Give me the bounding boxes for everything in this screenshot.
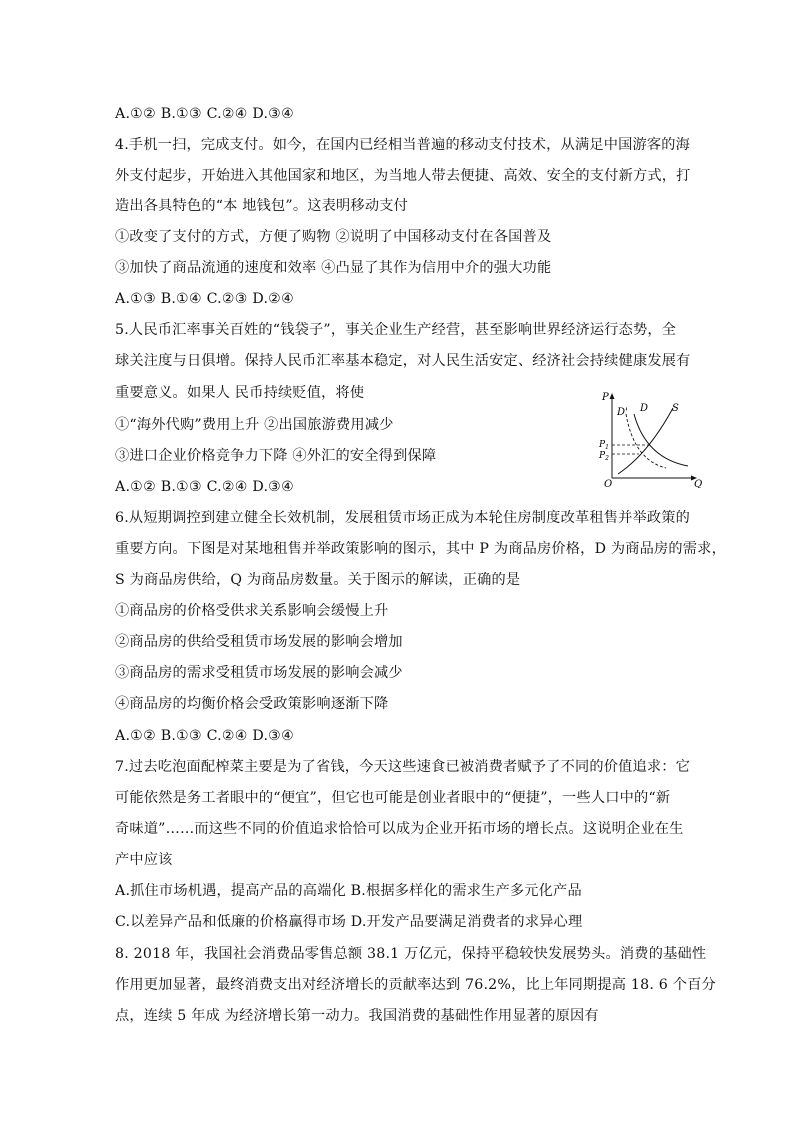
- q5-statements-1-2: ①“海外代购”费用上升 ②出国旅游费用减少: [115, 417, 394, 433]
- label-d-prime: D': [617, 407, 628, 418]
- q7-stem-line1: 7.过去吃泡面配榨菜主要是为了省钱，今天这些速食已被消费者赋予了不同的价值追求：它: [115, 759, 691, 775]
- origin-label: O: [604, 479, 613, 488]
- q4-statements-1-2: ①改变了支付的方式，方便了购物 ②说明了中国移动支付在各国普及: [115, 229, 552, 245]
- label-d: D: [640, 403, 649, 414]
- q8-stem-line2: 作用更加显著，最终消费支出对经济增长的贡献率达到 76.2%，比上年同期提高 18. 6 个百分: [115, 977, 716, 993]
- label-p2: $P_2$: [599, 451, 609, 462]
- q6-options: A.①② B.①③ C.②④ D.③④: [115, 728, 295, 744]
- q7-options-c-d: C.以差异产品和低廉的价格赢得市场 D.开发产品要满足消费者的求异心理: [115, 914, 583, 930]
- q7-stem-line2: 可能依然是务工者眼中的“便宜”，但它也可能是创业者眼中的“便捷”，一些人口中的“新: [115, 790, 671, 806]
- q4-stem-line2: 外支付起步，开始进入其他国家和地区，为当地人带去便捷、高效、安全的支付新方式，打: [115, 168, 691, 184]
- q7-stem-line4: 产中应该: [115, 852, 173, 868]
- q6-statement-4: ④商品房的均衡价格会受政策影响逐渐下降: [115, 696, 389, 712]
- q6-stem-line3: S 为商品房供给，Q 为商品房数量。关于图示的解读，正确的是: [115, 572, 521, 588]
- q5-stem-line2: 球关注度与日俱增。保持人民币汇率基本稳定，对人民生活安定、经济社会持续健康发展有: [115, 353, 691, 369]
- q7-options-a-b: A.抓住市场机遇，提高产品的高端化 B.根据多样化的需求生产多元化产品: [115, 883, 582, 899]
- q7-stem-line3: 奇味道”……而这些不同的价值追求恰恰可以成为企业开拓市场的增长点。这说明企业在生: [115, 821, 684, 837]
- q4-stem-line1: 4.手机一扫，完成支付。如今，在国内已经相当普遍的移动支付技术，从满足中国游客的海: [115, 137, 691, 153]
- q8-stem-line3: 点，连续 5 年成 为经济增长第一动力。我国消费的基础性作用显著的原因有: [115, 1008, 599, 1024]
- axis-label-p: P: [602, 392, 609, 403]
- q3-options: A.①② B.①③ C.②④ D.③④: [115, 106, 295, 122]
- y-axis-arrow: [610, 393, 615, 399]
- demand-curve-d: [634, 414, 688, 466]
- q4-statements-3-4: ③加快了商品流通的速度和效率 ④凸显了其作为信用中介的强大功能: [115, 260, 552, 276]
- label-s: S: [672, 403, 679, 414]
- q6-statement-1: ①商品房的价格受供求关系影响会缓慢上升: [115, 603, 389, 619]
- q5-stem-line3: 重要意义。如果人 民币持续贬值，将使: [115, 385, 365, 401]
- q6-stem-line2: 重要方向。下图是对某地租售并举政策影响的图示，其中 P 为商品房价格，D 为商品房的需求，: [115, 541, 726, 557]
- q5-options: A.①② B.①③ C.②④ D.③④: [115, 479, 295, 495]
- q5-stem-line1: 5.人民币汇率事关百姓的“钱袋子”，事关企业生产经营，甚至影响世界经济运行态势，全: [115, 322, 677, 338]
- q4-stem-line3: 造出各具特色的“本 地钱包”。这表明移动支付: [115, 198, 408, 214]
- supply-demand-graph: [590, 388, 710, 488]
- q6-statement-2: ②商品房的供给受租赁市场发展的影响会增加: [115, 634, 403, 650]
- label-p1: $P_1$: [599, 440, 609, 451]
- q4-options: A.①③ B.①④ C.②③ D.②④: [115, 291, 295, 307]
- q6-stem-line1: 6.从短期调控到建立健全长效机制，发展租赁市场正成为本轮住房制度改革租售并举政策的: [115, 510, 691, 526]
- q8-stem-line1: 8. 2018 年，我国社会消费品零售总额 38.1 万亿元，保持平稳较快发展势头。消费的基础性: [115, 946, 707, 962]
- q6-statement-3: ③商品房的需求受租赁市场发展的影响会减少: [115, 665, 403, 681]
- q5-statements-3-4: ③进口企业价格竞争力下降 ④外汇的安全得到保障: [115, 448, 437, 464]
- axis-label-q: Q: [694, 479, 703, 488]
